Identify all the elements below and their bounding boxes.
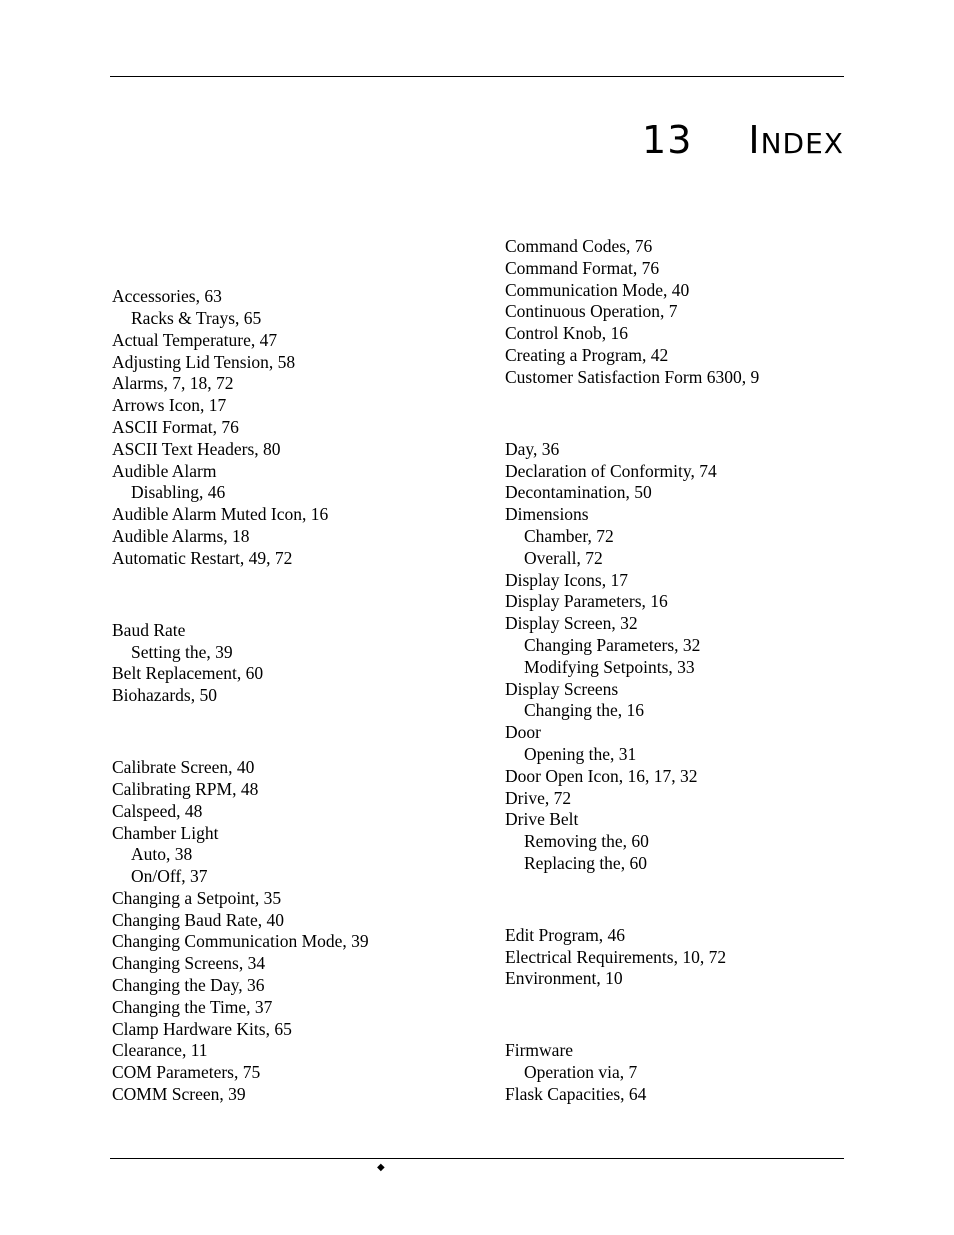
index-entry: Customer Satisfaction Form 6300, 9	[505, 366, 760, 387]
index-subentry: Removing the, 60	[524, 831, 649, 852]
index-entry: Changing the Day, 36	[112, 975, 265, 996]
footer-bullet: ◆	[377, 1162, 385, 1173]
index-column-right	[505, 236, 759, 1106]
index-entry: Door	[505, 722, 541, 743]
index-subentry: Auto, 38	[131, 844, 193, 865]
index-entry: Edit Program, 46	[505, 924, 626, 945]
index-entry: Actual Temperature, 47	[112, 329, 278, 350]
index-entry: ASCII Text Headers, 80	[112, 438, 281, 459]
index-entry: Clearance, 11	[112, 1040, 208, 1061]
section-gap	[505, 875, 759, 925]
index-entry: ASCII Format, 76	[112, 416, 239, 437]
footer-rule	[110, 1158, 844, 1159]
index-subentry: Overall, 72	[524, 547, 603, 568]
index-entry: Automatic Restart, 49, 72	[112, 547, 293, 568]
index-entry: Calspeed, 48	[112, 800, 203, 821]
index-entry: COMM Screen, 39	[112, 1084, 246, 1105]
index-subentry: Modifying Setpoints, 33	[524, 656, 695, 677]
index-subentry: Changing Parameters, 32	[524, 634, 701, 655]
index-subentry: Opening the, 31	[524, 743, 637, 764]
index-entry: Accessories, 63	[112, 286, 222, 307]
section-gap	[505, 389, 759, 439]
index-entry: Changing Baud Rate, 40	[112, 909, 285, 930]
index-entry: Firmware	[505, 1040, 574, 1061]
section-gap	[112, 236, 369, 286]
index-entry: Belt Replacement, 60	[112, 663, 264, 684]
index-entry: Flask Capacities, 64	[505, 1084, 647, 1105]
index-entry: Audible Alarms, 18	[112, 525, 250, 546]
index-entry: Command Codes, 76	[505, 236, 653, 256]
header-rule	[110, 76, 844, 77]
index-entry: Display Screens	[505, 678, 619, 699]
index-column-left	[112, 236, 369, 1106]
chapter-title-initial: I	[748, 118, 761, 162]
index-entry: Continuous Operation, 7	[505, 301, 678, 322]
index-entry: Drive Belt	[505, 809, 579, 830]
index-entry: Environment, 10	[505, 968, 623, 989]
index-entry: Calibrate Screen, 40	[112, 757, 255, 778]
index-entry: Dimensions	[505, 504, 589, 525]
section-gap	[505, 990, 759, 1040]
index-entry: COM Parameters, 75	[112, 1062, 261, 1083]
index-entry: Alarms, 7, 18, 72	[112, 373, 234, 394]
index-entry: Changing Communication Mode, 39	[112, 931, 369, 952]
index-entry: Audible Alarm Muted Icon, 16	[112, 504, 329, 525]
chapter-number: 13	[642, 118, 693, 162]
index-entry: Chamber Light	[112, 822, 219, 843]
index-entry: Day, 36	[505, 438, 560, 459]
index-entry: Electrical Requirements, 10, 72	[505, 946, 727, 967]
index-entry: Display Screen, 32	[505, 613, 638, 634]
index-entry: Adjusting Lid Tension, 58	[112, 351, 296, 372]
index-entry: Declaration of Conformity, 74	[505, 460, 717, 481]
index-subentry: Chamber, 72	[524, 525, 614, 546]
index-entry: Changing the Time, 37	[112, 996, 273, 1017]
section-gap	[112, 707, 369, 757]
section-gap	[112, 570, 369, 620]
index-entry: Arrows Icon, 17	[112, 395, 227, 416]
index-entry: Control Knob, 16	[505, 323, 628, 344]
index-entry: Drive, 72	[505, 787, 572, 808]
index-subentry: Replacing the, 60	[524, 852, 647, 873]
index-entry: Biohazards, 50	[112, 685, 217, 706]
index-entry: Calibrating RPM, 48	[112, 778, 259, 799]
chapter-heading	[642, 118, 844, 166]
index-entry: Changing Screens, 34	[112, 953, 266, 974]
index-entry: Changing a Setpoint, 35	[112, 887, 282, 908]
index-subentry: Disabling, 46	[131, 482, 226, 503]
index-subentry: On/Off, 37	[131, 866, 208, 887]
chapter-title-rest: NDEX	[760, 127, 844, 160]
index-entry: Display Icons, 17	[505, 569, 628, 590]
index-entry: Door Open Icon, 16, 17, 32	[505, 765, 698, 786]
index-subentry: Operation via, 7	[524, 1062, 638, 1083]
index-subentry: Setting the, 39	[131, 641, 233, 662]
index-entry: Creating a Program, 42	[505, 344, 669, 365]
index-entry: Command Format, 76	[505, 257, 660, 278]
index-entry: Audible Alarm	[112, 460, 217, 481]
index-entry: Display Parameters, 16	[505, 591, 668, 612]
index-entry: Baud Rate	[112, 619, 186, 640]
index-entry: Clamp Hardware Kits, 65	[112, 1018, 292, 1039]
index-subentry: Racks & Trays, 65	[131, 307, 262, 328]
index-subentry: Changing the, 16	[524, 700, 645, 721]
index-entry: Decontamination, 50	[505, 482, 652, 503]
index-entry: Communication Mode, 40	[505, 279, 690, 300]
